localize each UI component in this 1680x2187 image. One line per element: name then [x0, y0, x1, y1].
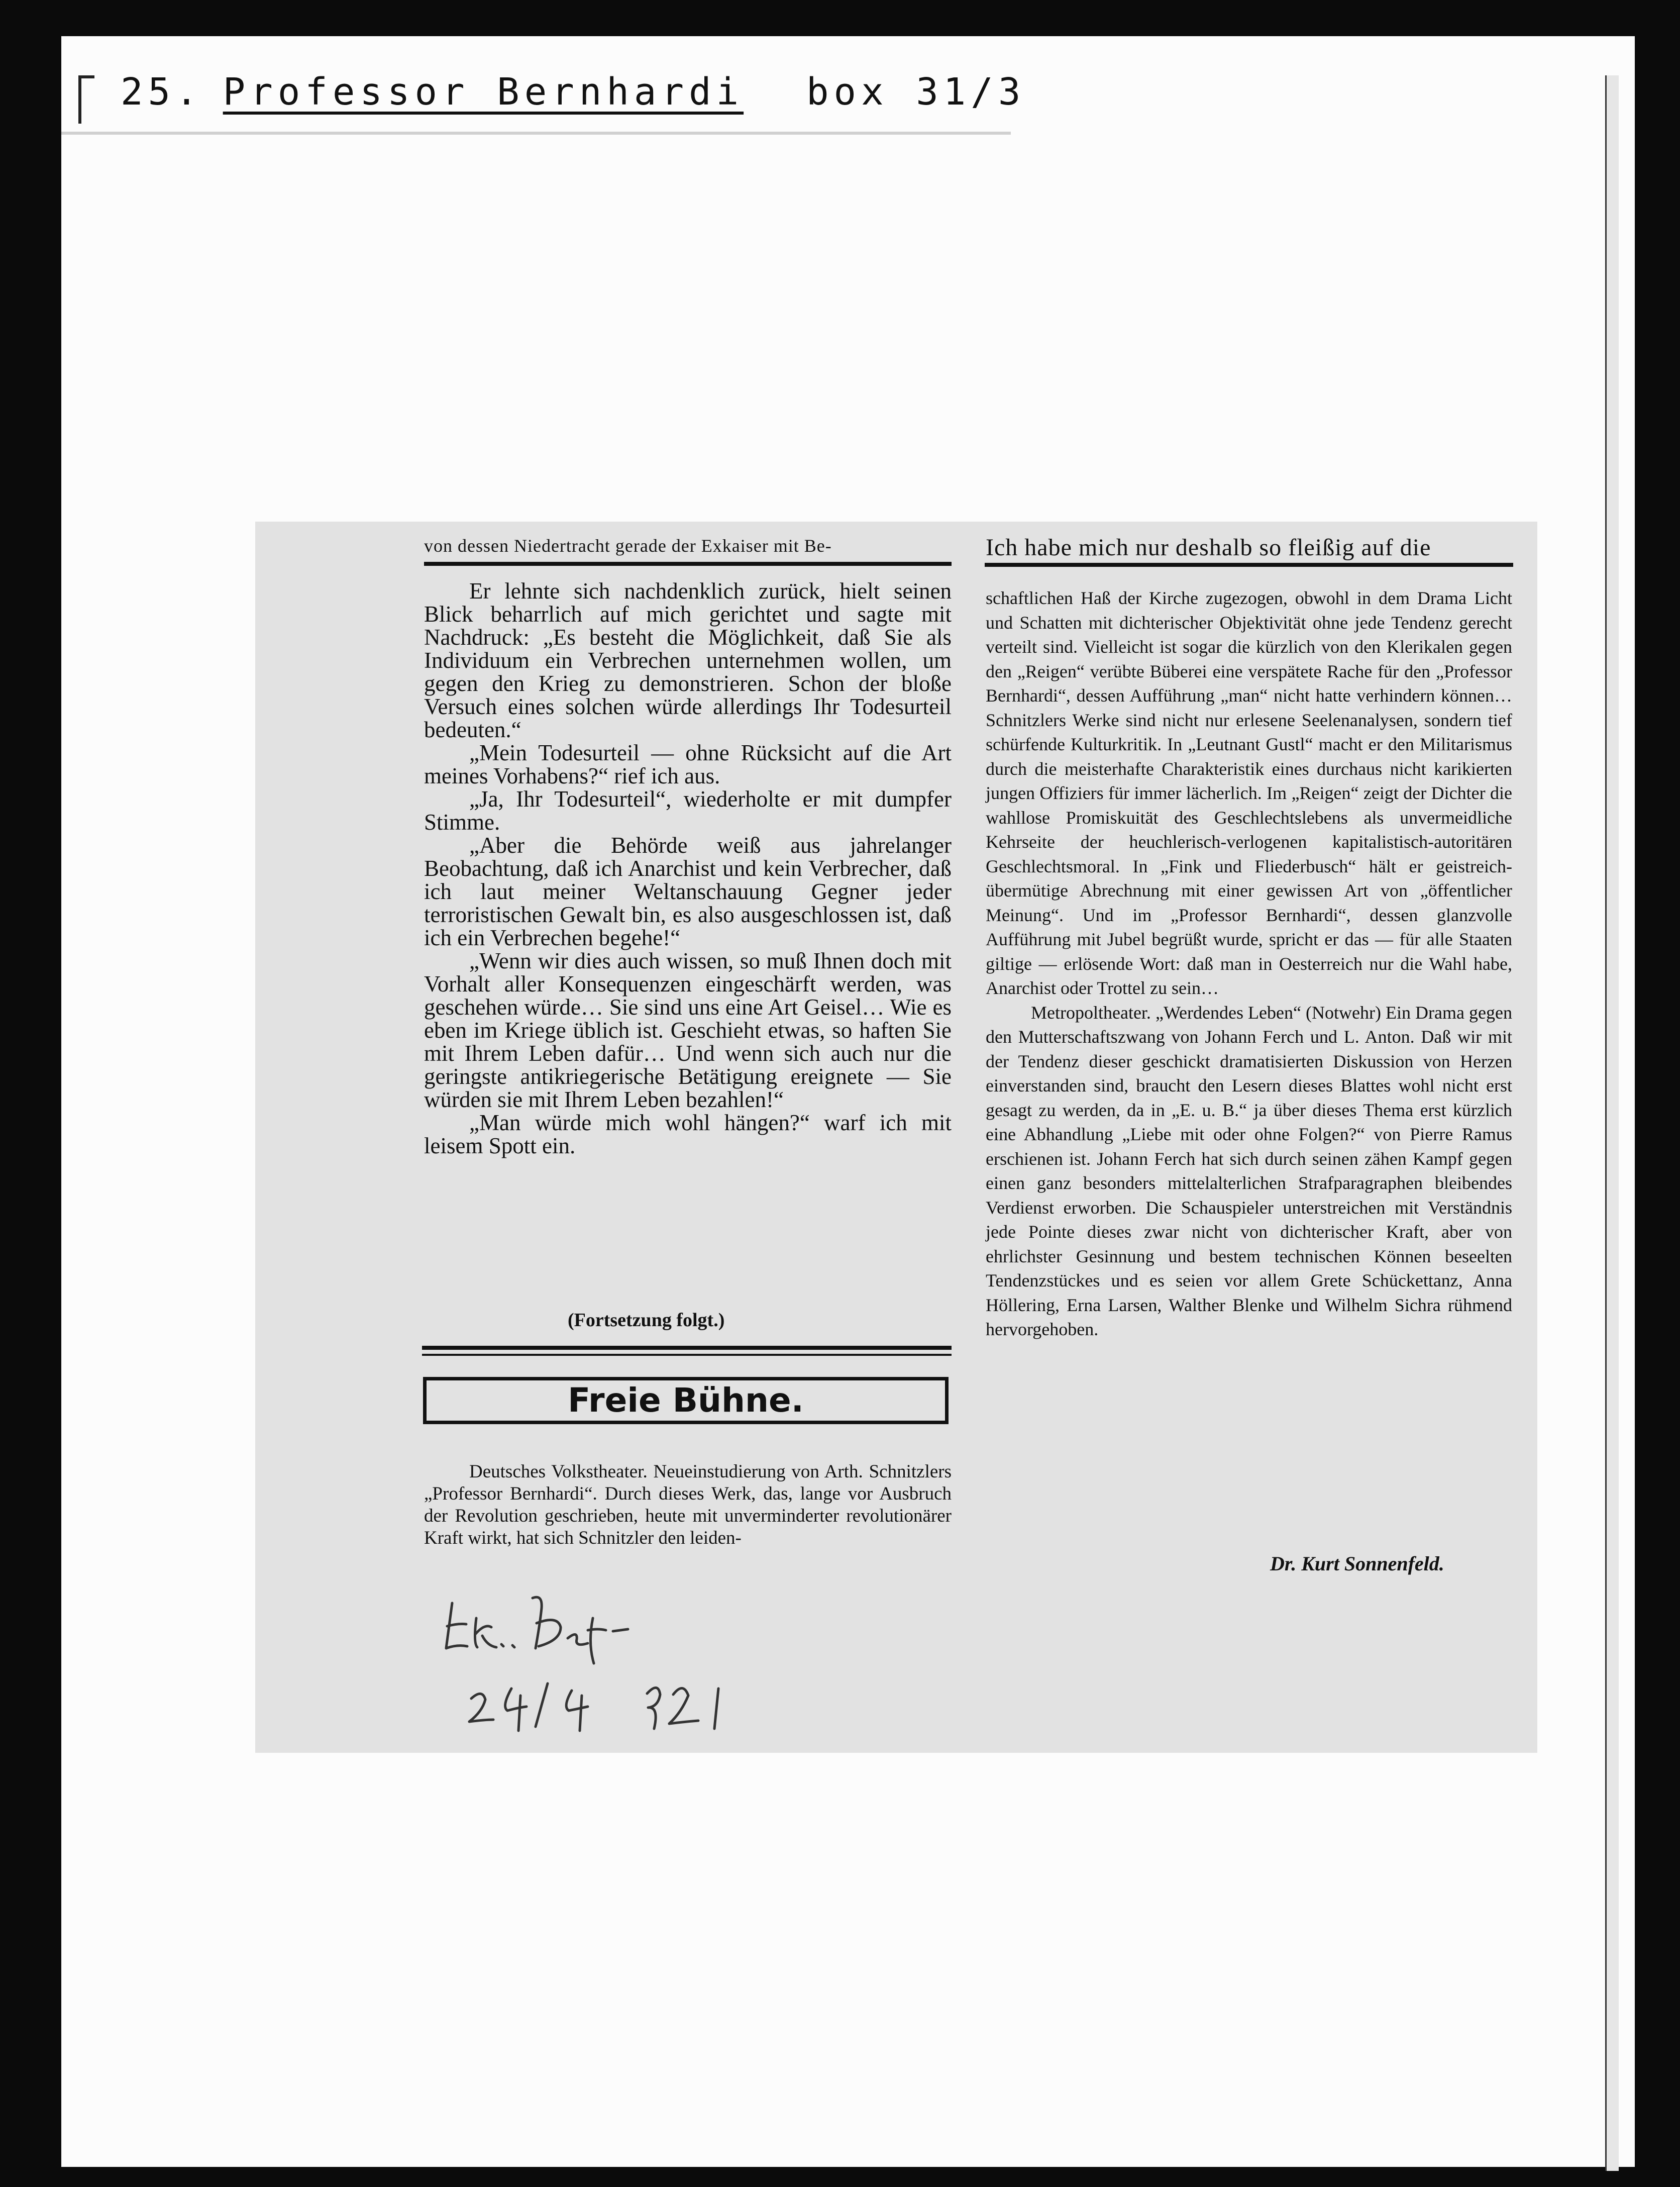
- left-column-top-rule: [424, 562, 952, 566]
- theatre-paragraph: Deutsches Volkstheater. Neueinstudierung von Arth. Schnitzlers „Professor Bernhardi“. Durch dieses Werk, das, lange vor Ausbruch der Revolution geschrieben, heute mit unverminderter revolutionärer Kraft wirkt, hat sich Schnitzler den leiden-: [424, 1461, 952, 1548]
- left-paragraph: „Ja, Ihr Todesurteil“, wiederholte er mit dumpfer Stimme.: [424, 786, 952, 835]
- right-paragraph: Metropoltheater. „Werdendes Leben“ (Notwehr) Ein Drama gegen den Mutterschaftszwang von Johann Ferch und L. Anton. Daß wir mit der Tendenz dieser geschickt dramatisierten Diskussion von Herzen einverstanden sind, braucht den Lesern dieses Blattes wohl nicht erst gesagt zu werden, da in „E. u. B.“ ja über dieses Thema erst kürzlich eine Abhandlung „Liebe mit oder ohne Folgen?“ von Pierre Ramus erschienen ist. Johann Ferch hat sich durch seinen zähen Kampf gegen einen ganz besonders mittelalterlichen Strafparagraphen bleibendes Verdienst erworben. Die Schauspieler unterstreichen mit Verständnis jede Pointe dieses zwar nicht von dichterischer Kraft, aber von ehrlichster Gesinnung und bestem technischen Können beseelten Tendenzstückes und es seien vor allem Grete Schückettanz, Anna Höllering, Erna Larsen, Walther Blenke und Wilhelm Sichra rühmend hervorgehoben.: [986, 1002, 1512, 1339]
- left-paragraph: „Aber die Behörde weiß aus jahrelanger Beobachtung, daß ich Anarchist und kein Verbrecher, daß ich laut meiner Weltanschauung Gegner jeder terroristischen Gewalt bin, es also ausgeschlossen ist, daß ich ein Verbrechen begehe!“: [424, 833, 952, 950]
- theatre-review-intro: [424, 1442, 952, 1568]
- header-box-label: box 31/3: [806, 70, 1026, 114]
- handwritten-note-strokes: [446, 1597, 718, 1731]
- left-paragraph: „Mein Todesurteil — ohne Rücksicht auf die Art meines Vorhabens?“ rief ich aus.: [424, 740, 952, 788]
- header-title: Professor Bernhardi: [223, 70, 744, 114]
- left-column-body: [424, 579, 952, 1157]
- corner-mark: [78, 75, 94, 124]
- section-double-rule-bottom: [422, 1354, 952, 1356]
- sheet-edge: [1605, 75, 1619, 2171]
- header-rule: [61, 132, 1011, 135]
- archive-header: [121, 70, 1026, 114]
- author-signature: Dr. Kurt Sonnenfeld.: [1270, 1552, 1444, 1575]
- left-column: [424, 535, 952, 1158]
- right-column-body: [986, 586, 1512, 1342]
- right-paragraph: schaftlichen Haß der Kirche zugezogen, obwohl in dem Drama Licht und Schatten mit dichterischer Objektivität ohne jede Tendenz gerecht verteilt sind. Vielleicht ist sogar die kürzlich von den Klerikalen gegen den „Reigen“ verübte Büberei eine verspätete Rache für den „Professor Bernhardi“, dessen Aufführung „man“ nicht hatte verhindern können… Schnitzlers Werke sind nicht nur erlesene Seelenanalysen, sondern tief schürfende Kulturkritik. In „Leutnant Gustl“ macht er den Militarismus durch die meisterhafte Charakteristik eines durchaus nicht karikierten jungen Offiziers für immer lächerlich. Im „Reigen“ zeigt der Dichter die wahllose Promiskuität des Geschlechtslebens als unvermeidliche Kehrseite der heuchlerisch-verlogenen kapitalistisch-autoritären Geschlechtsmoral. In „Fink und Fliederbusch“ hält er geistreich-übermütige Abrechnung mit einer gewissen Art von „öffentlicher Meinung“. Und im „Professor Bernhardi“, dessen glanzvolle Aufführung mit Jubel begrüßt wurde, spricht er das — für alle Staaten giltige — erlösende Wort: daß man in Oesterreich nur die Wahl habe, Anarchist oder Trottel zu sein…: [986, 588, 1512, 998]
- section-double-rule-top: [422, 1346, 952, 1350]
- header-number: 25.: [121, 70, 203, 114]
- left-paragraph: „Wenn wir dies auch wissen, so muß Ihnen doch mit Vorhalt aller Konsequenzen eingeschärft werden, was geschehen würde… Sie sind uns eine Art Geisel… Wie es eben im Kriege üblich ist. Geschieht etwas, so haften Sie mit Ihrem Leben dafür… Und wenn sich auch nur die geringste antikriegerische Betätigung ereignete — Sie würden sie mit Ihrem Leben bezahlen!“: [424, 948, 952, 1112]
- right-column-lead: Ich habe mich nur deshalb so fleißig auf die: [986, 534, 1431, 561]
- left-paragraph: Er lehnte sich nachdenklich zurück, hielt seinen Blick beharrlich auf mich gerichtet und sagte mit Nachdruck: „Es besteht die Möglichkeit, daß Sie als Individuum ein Verbrechen unternehmen wollen, um gegen den Krieg zu demonstrieren. Schon der bloße Versuch eines solchen würde allerdings Ihr Todesurteil bedeuten.“: [424, 578, 952, 742]
- left-column-fragment: von dessen Niedertracht gerade der Exkaiser mit Be-: [424, 536, 832, 556]
- right-column-top-rule: [985, 563, 1513, 567]
- handwritten-note: [437, 1588, 819, 1744]
- continued-note: (Fortsetzung folgt.): [568, 1310, 725, 1331]
- left-paragraph: „Man würde mich wohl hängen?“ warf ich mit leisem Spott ein.: [424, 1110, 952, 1158]
- right-column: [986, 534, 1512, 1339]
- section-heading-box: Freie Bühne.: [423, 1377, 949, 1424]
